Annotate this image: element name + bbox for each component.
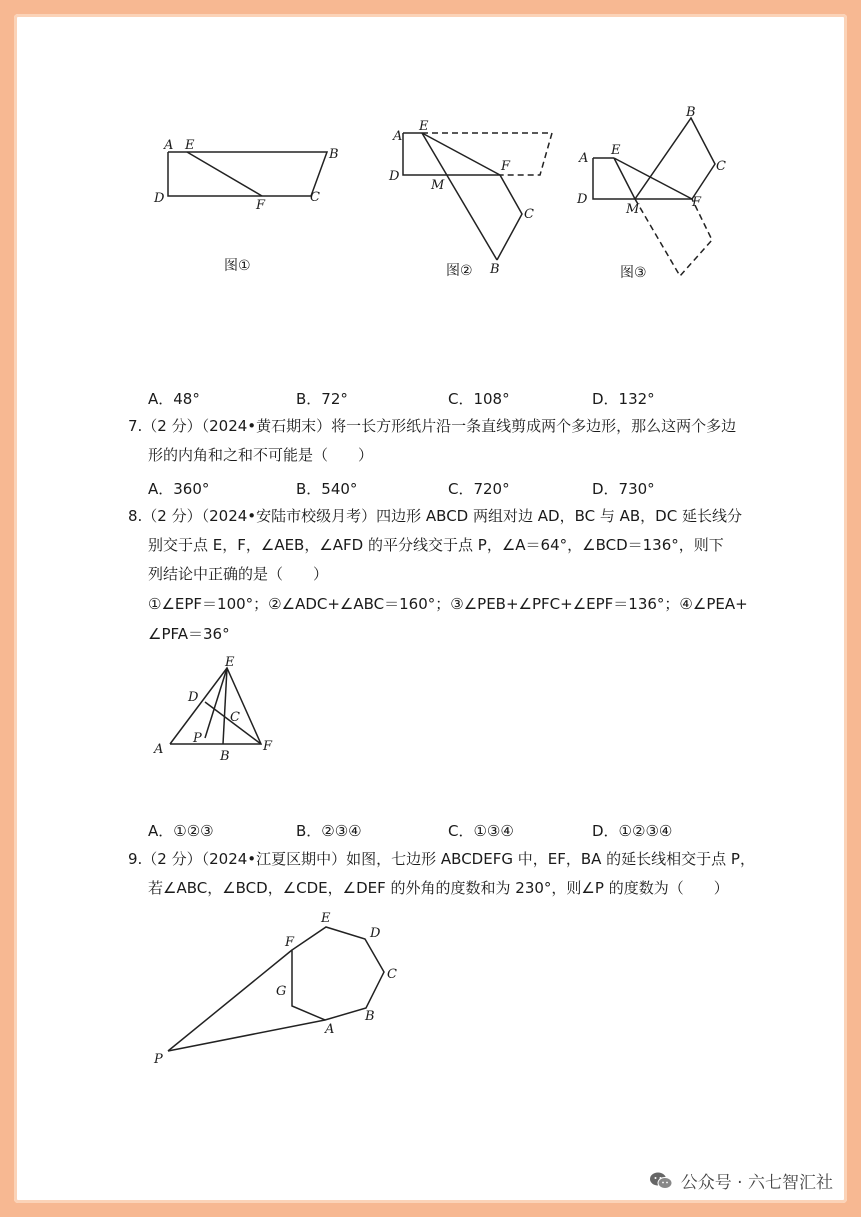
figure-3-labels <box>576 105 726 217</box>
figure-3-caption: 图③ <box>620 265 647 281</box>
q8-option-a: A．①②③ <box>148 822 214 840</box>
q7-option-b: B．540° <box>296 480 358 498</box>
q8-figure <box>145 650 295 770</box>
q7-option-d: D．730° <box>592 480 655 498</box>
q9-label-p: P <box>154 1052 163 1067</box>
q8-label-d: D <box>188 690 199 705</box>
q9-figure <box>145 905 415 1075</box>
fig2-label-d: D <box>389 169 400 184</box>
footer-watermark <box>649 1168 833 1193</box>
q7-option-c: C．720° <box>448 480 510 498</box>
q6-option-a: A．48° <box>148 390 200 408</box>
q8-line-4: ①∠EPF＝100°；②∠ADC+∠ABC＝160°；③∠PEB+∠PFC+∠EPF＝136°；④∠PEA+ <box>148 595 748 613</box>
q7-line-2: 形的内角和之和不可能是（ ） <box>148 446 374 464</box>
fig2-label-b: B <box>490 262 500 277</box>
fig2-label-c: C <box>524 207 534 222</box>
q8-label-c: C <box>230 710 240 725</box>
q9-label-c: C <box>387 967 397 982</box>
q7-line-1: 7.（2 分）（2024•黄石期末）将一长方形纸片沿一条直线剪成两个多边形，那么这两个多边 <box>128 417 737 435</box>
q8-line-5: ∠PFA＝36° <box>148 625 230 643</box>
q8-option-c: C．①③④ <box>448 822 514 840</box>
q8-option-d: D．①②③④ <box>592 822 673 840</box>
q9-label-e: E <box>321 911 331 926</box>
q9-label-a: A <box>325 1022 335 1037</box>
q8-label-f: F <box>263 739 273 754</box>
fig1-label-f: F <box>256 198 266 213</box>
fig3-label-a: A <box>579 151 589 166</box>
fig3-label-e: E <box>611 143 621 158</box>
fig3-label-m: M <box>626 202 640 217</box>
q9-label-g: G <box>276 984 287 999</box>
footer-text: 公众号 · 六七智汇社 <box>680 1173 833 1193</box>
q8-label-e: E <box>225 655 235 670</box>
fig3-label-f: F <box>692 195 702 210</box>
fig2-label-m: M <box>431 178 445 193</box>
q8-line-3: 列结论中正确的是（ ） <box>148 565 329 583</box>
q8-line-1: 8.（2 分）（2024•安陆市校级月考）四边形 ABCD 两组对边 AD，BC 与 AB，DC 延长线分 <box>128 507 742 525</box>
fig2-label-e: E <box>419 119 429 134</box>
q9-label-d: D <box>370 926 381 941</box>
fig3-label-b: B <box>686 105 696 120</box>
fig1-label-b: B <box>329 147 339 162</box>
fig3-label-c: C <box>716 159 726 174</box>
q7-option-a: A．360° <box>148 480 210 498</box>
q8-label-p: P <box>193 731 202 746</box>
figure-2-caption: 图② <box>446 263 473 279</box>
wechat-icon <box>649 1171 673 1191</box>
figure-1-labels <box>153 138 339 213</box>
q9-label-b: B <box>365 1009 375 1024</box>
fig1-label-e: E <box>185 138 195 153</box>
q9-line-1: 9.（2 分）（2024•江夏区期中）如图，七边形 ABCDEFG 中，EF，BA 的延长线相交于点 P， <box>128 850 755 868</box>
q6-option-d: D．132° <box>592 390 655 408</box>
q8-label-a: A <box>154 742 164 757</box>
q8-option-b: B．②③④ <box>296 822 362 840</box>
figure-1 <box>168 152 327 196</box>
fig2-label-f: F <box>501 159 511 174</box>
q6-option-b: B．72° <box>296 390 348 408</box>
figure-1-caption: 图① <box>224 258 251 274</box>
fig1-label-c: C <box>310 190 320 205</box>
q9-line-2: 若∠ABC，∠BCD，∠CDE，∠DEF 的外角的度数和为 230°，则∠P 的度数为（ ） <box>148 879 729 897</box>
q8-label-b: B <box>220 749 230 764</box>
figure-2 <box>403 133 552 260</box>
fig1-label-d: D <box>154 191 165 206</box>
fig1-label-a: A <box>164 138 174 153</box>
q9-label-f: F <box>285 935 295 950</box>
fig3-label-d: D <box>577 192 588 207</box>
q6-option-c: C．108° <box>448 390 510 408</box>
fig2-label-a: A <box>393 129 403 144</box>
q8-line-2: 别交于点 E，F，∠AEB，∠AFD 的平分线交于点 P，∠A＝64°，∠BCD＝136°，则下 <box>148 536 724 554</box>
